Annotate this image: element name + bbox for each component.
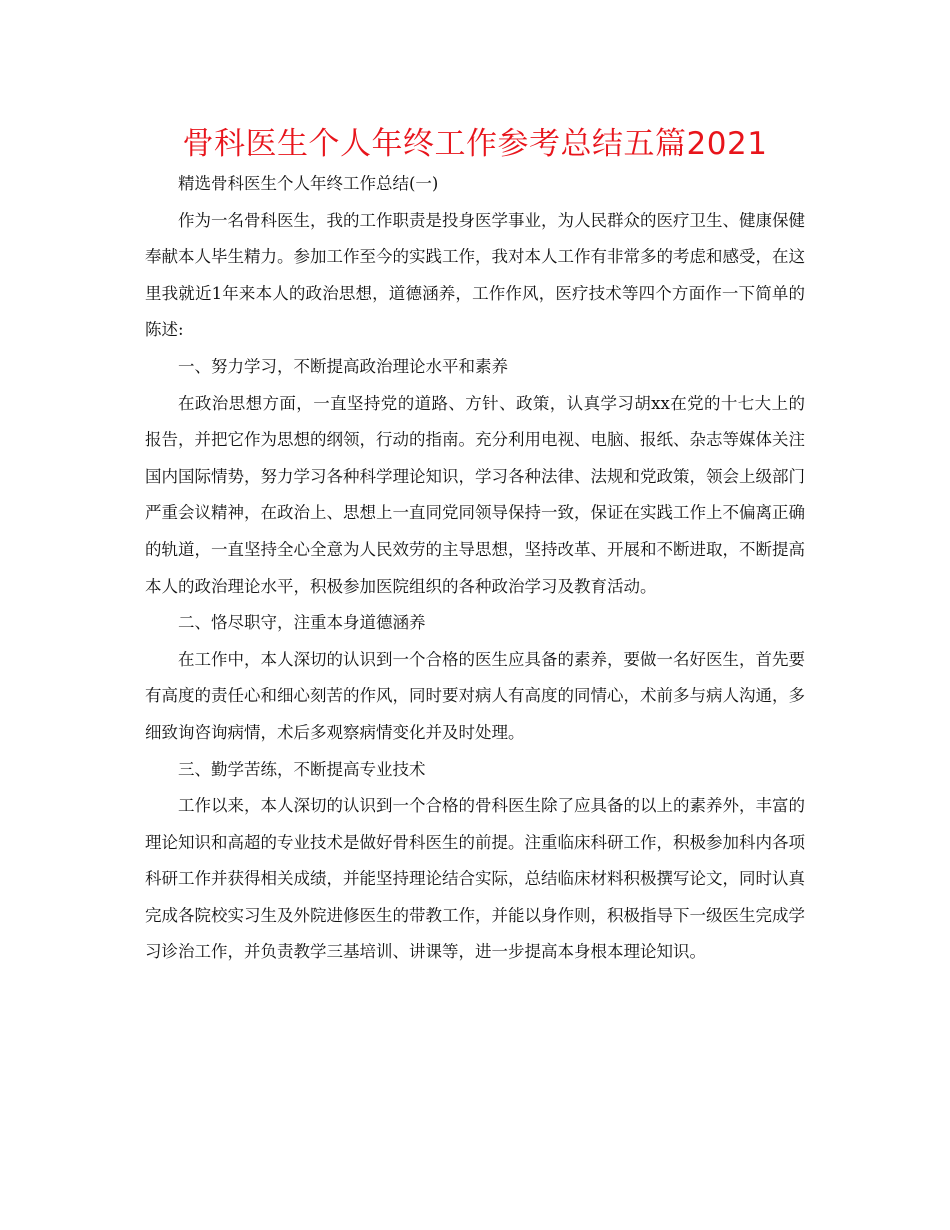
document-title: 骨科医生个人年终工作参考总结五篇2021 (182, 126, 768, 162)
section-heading-2: 二、恪尽职守，注重本身道德涵养 (178, 613, 426, 633)
paragraph-subtitle: 精选骨科医生个人年终工作总结(一) (178, 174, 439, 193)
paragraph-section-2: 在工作中，本人深切的认识到一个合格的医生应具备的素养，要做一名好医生，首先要有高度的责任心和细心刻苦的作风，同时要对病人有高度的同情心，术前多与病人沟通，多细致询咨询病情，术后多观察病情变化并及时处理。 (145, 649, 805, 742)
section-heading-1: 一、努力学习，不断提高政治理论水平和素养 (178, 356, 508, 376)
section-heading-3: 三、勤学苦练，不断提高专业技术 (178, 759, 426, 779)
paragraph-intro: 作为一名骨科医生，我的工作职责是投身医学事业，为人民群众的医疗卫生、健康保健奉献本人毕生精力。参加工作至今的实践工作，我对本人工作有非常多的考虑和感受，在这里我就近1年来本人的政治思想，道德涵养，工作作风，医疗技术等四个方面作一下简单的陈述: (145, 210, 805, 340)
paragraph-section-3: 工作以来，本人深切的认识到一个合格的骨科医生除了应具备的以上的素养外，丰富的理论知识和高超的专业技术是做好骨科医生的前提。注重临床科研工作，积极参加科内各项科研工作并获得相关成绩，并能坚持理论结合实际，总结临床材料积极撰写论文，同时认真完成各院校实习生及外院进修医生的带教工作，并能以身作则，积极指导下一级医生完成学习诊治工作，并负责教学三基培训、讲课等，进一步提高本身根本理论知识。 (145, 796, 805, 962)
document-body (145, 166, 805, 971)
paragraph-section-1: 在政治思想方面，一直坚持党的道路、方针、政策，认真学习胡xx在党的十七大上的报告，并把它作为思想的纲领，行动的指南。充分利用电视、电脑、报纸、杂志等媒体关注国内国际情势，努力学习各种科学理论知识，学习各种法律、法规和党政策，领会上级部门严重会议精神，在政治上、思想上一直同党同领导保持一致，保证在实践工作上不偏离正确的轨道，一直坚持全心全意为人民效劳的主导思想，坚持改革、开展和不断进取，不断提高本人的政治理论水平，积极参加医院组织的各种政治学习及教育活动。 (145, 393, 805, 596)
